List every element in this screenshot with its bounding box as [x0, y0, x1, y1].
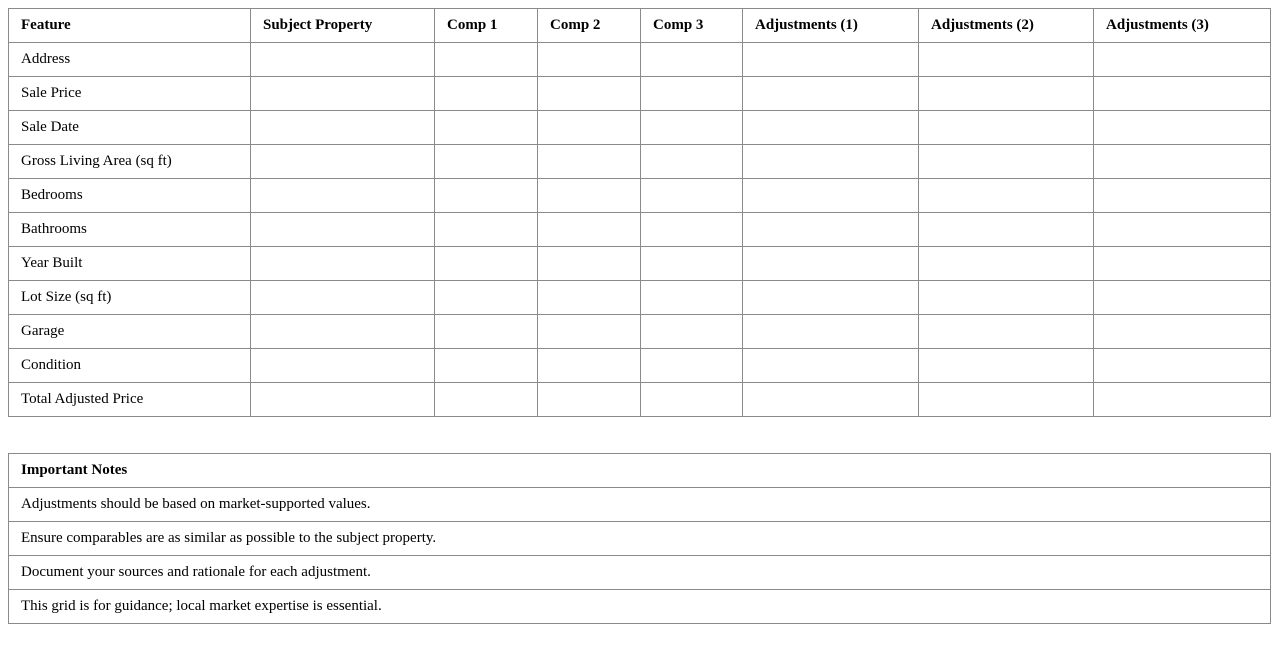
subject-property-cell[interactable]	[251, 383, 435, 417]
note-row	[9, 590, 1271, 624]
adjustments-1-cell[interactable]	[743, 77, 919, 111]
adjustments-2-cell[interactable]	[919, 145, 1094, 179]
comp-2-cell[interactable]	[538, 383, 641, 417]
adjustments-1-cell[interactable]	[743, 315, 919, 349]
comp-1-cell[interactable]	[435, 43, 538, 77]
adjustments-3-cell[interactable]	[1094, 43, 1271, 77]
feature-label: Bathrooms	[9, 213, 251, 247]
adjustments-1-cell[interactable]	[743, 179, 919, 213]
subject-property-cell[interactable]	[251, 145, 435, 179]
adjustments-3-cell[interactable]	[1094, 383, 1271, 417]
comparable-sales-grid	[8, 8, 1271, 417]
comp-2-cell[interactable]	[538, 145, 641, 179]
comp-2-cell[interactable]	[538, 281, 641, 315]
adjustments-1-cell[interactable]	[743, 43, 919, 77]
comp-1-cell[interactable]	[435, 383, 538, 417]
adjustments-1-cell[interactable]	[743, 111, 919, 145]
comp-2-cell[interactable]	[538, 349, 641, 383]
header-comp-2: Comp 2	[538, 9, 641, 43]
comp-1-cell[interactable]	[435, 77, 538, 111]
grid-row	[9, 383, 1271, 417]
subject-property-cell[interactable]	[251, 77, 435, 111]
header-comp-1: Comp 1	[435, 9, 538, 43]
comp-1-cell[interactable]	[435, 111, 538, 145]
comp-1-cell[interactable]	[435, 179, 538, 213]
note-row	[9, 522, 1271, 556]
comp-3-cell[interactable]	[641, 43, 743, 77]
header-adjustments-3: Adjustments (3)	[1094, 9, 1271, 43]
note-row	[9, 488, 1271, 522]
note-text: Document your sources and rationale for each adjustment.	[9, 556, 1271, 590]
comp-1-cell[interactable]	[435, 213, 538, 247]
comp-2-cell[interactable]	[538, 77, 641, 111]
subject-property-cell[interactable]	[251, 179, 435, 213]
comp-2-cell[interactable]	[538, 111, 641, 145]
comp-3-cell[interactable]	[641, 77, 743, 111]
grid-body	[9, 43, 1271, 417]
comp-1-cell[interactable]	[435, 349, 538, 383]
feature-label: Garage	[9, 315, 251, 349]
comp-3-cell[interactable]	[641, 281, 743, 315]
adjustments-3-cell[interactable]	[1094, 145, 1271, 179]
grid-row	[9, 111, 1271, 145]
feature-label: Lot Size (sq ft)	[9, 281, 251, 315]
adjustments-3-cell[interactable]	[1094, 349, 1271, 383]
note-text: This grid is for guidance; local market expertise is essential.	[9, 590, 1271, 624]
adjustments-3-cell[interactable]	[1094, 179, 1271, 213]
comp-2-cell[interactable]	[538, 213, 641, 247]
adjustments-2-cell[interactable]	[919, 111, 1094, 145]
note-text: Adjustments should be based on market-supported values.	[9, 488, 1271, 522]
subject-property-cell[interactable]	[251, 281, 435, 315]
header-adjustments-1: Adjustments (1)	[743, 9, 919, 43]
adjustments-1-cell[interactable]	[743, 281, 919, 315]
adjustments-2-cell[interactable]	[919, 77, 1094, 111]
feature-label: Sale Date	[9, 111, 251, 145]
header-subject-property: Subject Property	[251, 9, 435, 43]
feature-label: Sale Price	[9, 77, 251, 111]
grid-row	[9, 213, 1271, 247]
subject-property-cell[interactable]	[251, 349, 435, 383]
adjustments-2-cell[interactable]	[919, 247, 1094, 281]
grid-header-row	[9, 9, 1271, 43]
comp-1-cell[interactable]	[435, 145, 538, 179]
adjustments-2-cell[interactable]	[919, 349, 1094, 383]
feature-label: Bedrooms	[9, 179, 251, 213]
header-adjustments-2: Adjustments (2)	[919, 9, 1094, 43]
adjustments-3-cell[interactable]	[1094, 111, 1271, 145]
comp-2-cell[interactable]	[538, 315, 641, 349]
adjustments-2-cell[interactable]	[919, 383, 1094, 417]
comp-3-cell[interactable]	[641, 145, 743, 179]
adjustments-1-cell[interactable]	[743, 145, 919, 179]
comp-1-cell[interactable]	[435, 315, 538, 349]
grid-row	[9, 77, 1271, 111]
note-row	[9, 556, 1271, 590]
adjustments-3-cell[interactable]	[1094, 77, 1271, 111]
adjustments-1-cell[interactable]	[743, 349, 919, 383]
comp-2-cell[interactable]	[538, 43, 641, 77]
feature-label: Condition	[9, 349, 251, 383]
adjustments-1-cell[interactable]	[743, 213, 919, 247]
note-text: Ensure comparables are as similar as possible to the subject property.	[9, 522, 1271, 556]
comp-3-cell[interactable]	[641, 383, 743, 417]
header-feature: Feature	[9, 9, 251, 43]
grid-row	[9, 145, 1271, 179]
comp-3-cell[interactable]	[641, 349, 743, 383]
comp-1-cell[interactable]	[435, 247, 538, 281]
adjustments-3-cell[interactable]	[1094, 315, 1271, 349]
important-notes-table	[8, 453, 1271, 624]
feature-label: Year Built	[9, 247, 251, 281]
feature-label: Total Adjusted Price	[9, 383, 251, 417]
comp-3-cell[interactable]	[641, 213, 743, 247]
header-comp-3: Comp 3	[641, 9, 743, 43]
comp-2-cell[interactable]	[538, 179, 641, 213]
adjustments-2-cell[interactable]	[919, 179, 1094, 213]
adjustments-2-cell[interactable]	[919, 315, 1094, 349]
comp-1-cell[interactable]	[435, 281, 538, 315]
notes-body	[9, 488, 1271, 624]
subject-property-cell[interactable]	[251, 43, 435, 77]
comp-3-cell[interactable]	[641, 179, 743, 213]
subject-property-cell[interactable]	[251, 111, 435, 145]
notes-header-row	[9, 454, 1271, 488]
comp-3-cell[interactable]	[641, 111, 743, 145]
grid-row	[9, 179, 1271, 213]
adjustments-3-cell[interactable]	[1094, 247, 1271, 281]
grid-row	[9, 349, 1271, 383]
adjustments-2-cell[interactable]	[919, 281, 1094, 315]
grid-row	[9, 247, 1271, 281]
grid-row	[9, 43, 1271, 77]
comp-3-cell[interactable]	[641, 315, 743, 349]
adjustments-2-cell[interactable]	[919, 213, 1094, 247]
adjustments-3-cell[interactable]	[1094, 281, 1271, 315]
subject-property-cell[interactable]	[251, 213, 435, 247]
grid-row	[9, 315, 1271, 349]
adjustments-1-cell[interactable]	[743, 247, 919, 281]
notes-title: Important Notes	[9, 454, 1271, 488]
subject-property-cell[interactable]	[251, 315, 435, 349]
comp-2-cell[interactable]	[538, 247, 641, 281]
adjustments-2-cell[interactable]	[919, 43, 1094, 77]
feature-label: Gross Living Area (sq ft)	[9, 145, 251, 179]
adjustments-1-cell[interactable]	[743, 383, 919, 417]
subject-property-cell[interactable]	[251, 247, 435, 281]
grid-row	[9, 281, 1271, 315]
adjustments-3-cell[interactable]	[1094, 213, 1271, 247]
feature-label: Address	[9, 43, 251, 77]
comp-3-cell[interactable]	[641, 247, 743, 281]
